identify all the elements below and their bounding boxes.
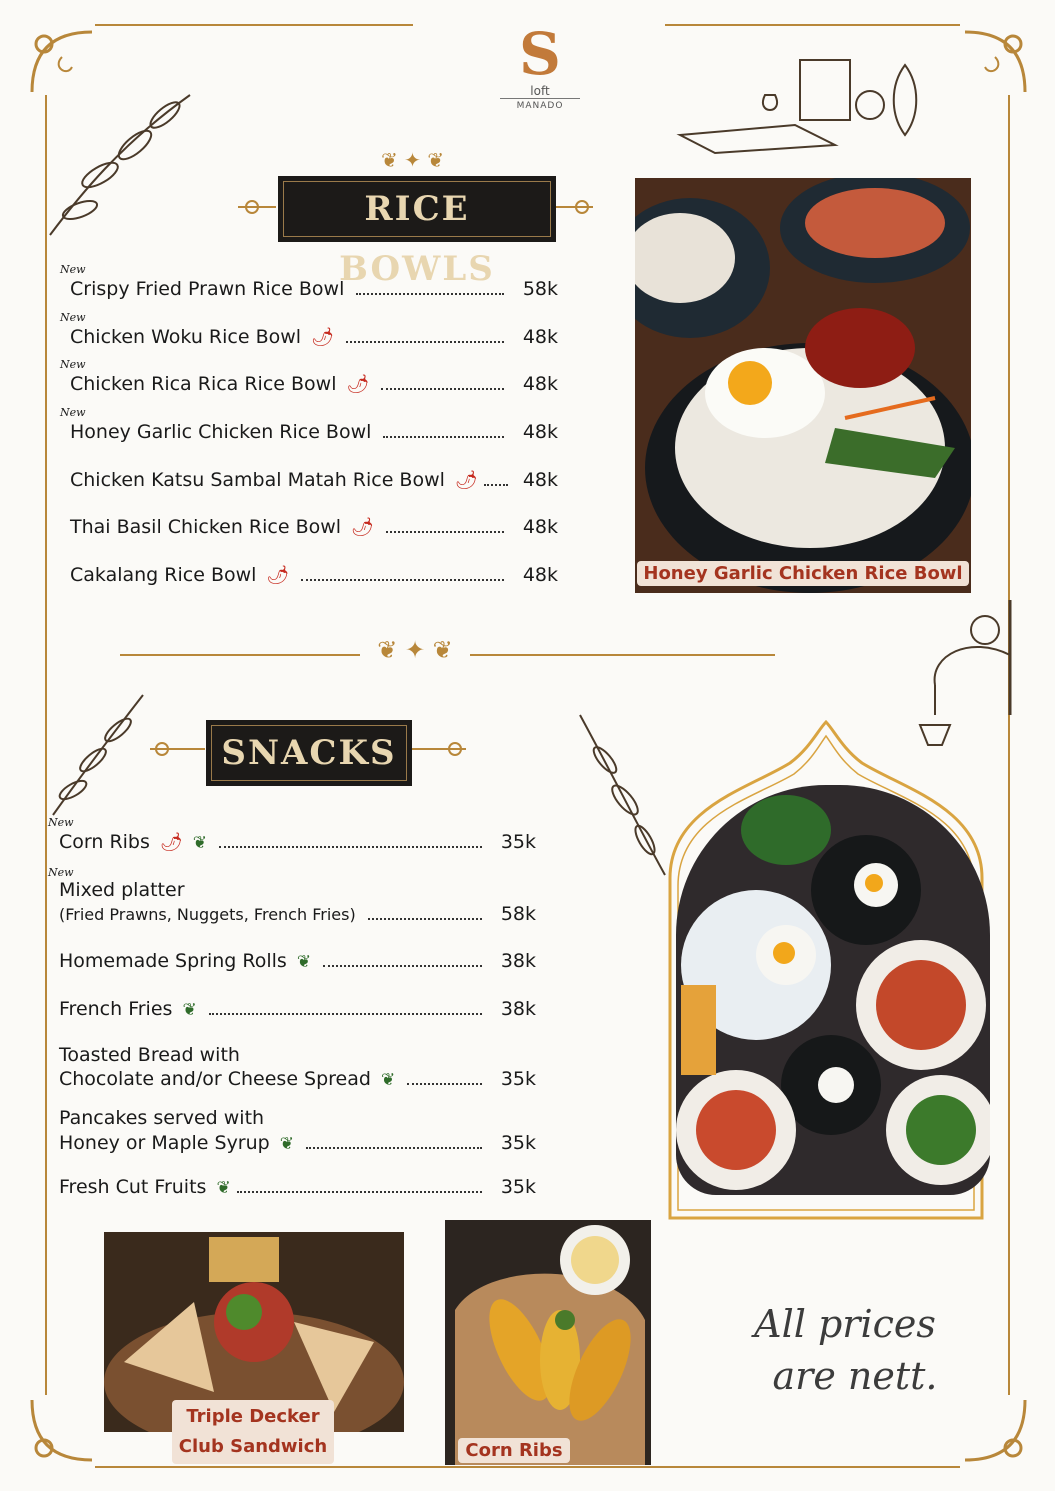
rice-bowl-photo: [635, 178, 971, 593]
leaf-icon: ❦: [380, 1070, 396, 1090]
branch-illustration-snacks: [48, 690, 148, 820]
frame-left-line: [45, 95, 47, 1395]
chili-icon: 🌶: [159, 832, 183, 853]
rice-bowls-flourish-dot-right: [575, 200, 589, 214]
logo-text-loft: loft: [530, 84, 550, 98]
dot-leader: [484, 484, 508, 486]
chili-icon: 🌶: [454, 470, 478, 491]
dot-leader: [323, 965, 482, 967]
menu-item-name: Thai Basil Chicken Rice Bowl: [70, 516, 342, 538]
menu-item-price: 48k: [522, 373, 558, 395]
chili-icon: 🌶: [266, 565, 290, 586]
leaf-icon: ❦: [216, 1178, 231, 1198]
menu-item-name: Chicken Woku Rice Bowl: [70, 326, 302, 348]
frame-top-right-line: [665, 24, 960, 26]
menu-item-price: 38k: [500, 950, 536, 972]
chili-icon: 🌶: [311, 327, 334, 348]
club-sandwich-caption: [172, 1400, 334, 1464]
corner-ornament-bottom-right: [955, 1390, 1035, 1470]
logo-mark: S: [519, 20, 561, 88]
section-divider-ornament: ❦ ✦ ❦: [377, 636, 453, 664]
menu-item-toasted-bread-name: Toasted Bread with: [59, 1044, 240, 1066]
section-divider-right: [470, 654, 775, 656]
menu-item-crispy-fried-prawn-rice-bowl: [70, 278, 558, 300]
rice-bowls-top-flourish: ❦ ✦ ❦: [381, 148, 444, 172]
prices-note-line2: are nett.: [772, 1354, 938, 1398]
dot-leader: [301, 579, 504, 581]
menu-item-price: 48k: [522, 326, 558, 348]
menu-item-description: Chocolate and/or Cheese Spread: [59, 1068, 371, 1090]
corner-ornament-top-right: [955, 22, 1035, 102]
menu-item-price: 48k: [522, 564, 558, 586]
dot-leader: [306, 1147, 482, 1149]
menu-item-chicken-katsu-sambal-matah-rice-bowl: [70, 469, 558, 491]
menu-item-mixed-platter: [59, 903, 536, 925]
club-sandwich-caption-line2: Club Sandwich: [178, 1436, 328, 1457]
dot-leader: [368, 918, 482, 920]
new-tag: New: [60, 358, 86, 371]
menu-item-price: 48k: [522, 421, 558, 443]
menu-item-price: 35k: [500, 831, 536, 853]
menu-item-name: Fresh Cut Fruits: [59, 1176, 207, 1198]
rice-bowls-flourish-dot-left: [245, 200, 259, 214]
snacks-flourish-dot-left: [155, 742, 169, 756]
menu-item-pancakes-name: Pancakes served with: [59, 1107, 265, 1129]
chili-icon: 🌶: [351, 517, 374, 538]
menu-item-name: Honey Garlic Chicken Rice Bowl: [70, 421, 372, 443]
menu-item-price: 35k: [500, 1068, 536, 1090]
dot-leader: [356, 293, 504, 295]
menu-item-name: Crispy Fried Prawn Rice Bowl: [70, 278, 345, 300]
dot-leader: [219, 846, 482, 848]
corn-ribs-photo: [445, 1220, 651, 1465]
new-tag: New: [60, 311, 86, 324]
menu-item-price: 48k: [522, 516, 558, 538]
dot-leader: [383, 436, 504, 438]
menu-item-toasted-bread: [59, 1068, 536, 1090]
corner-ornament-bottom-left: [22, 1390, 102, 1470]
menu-item-description: Honey or Maple Syrup: [59, 1132, 270, 1154]
chili-icon: 🌶: [346, 374, 370, 395]
menu-item-fresh-cut-fruits: [59, 1176, 536, 1198]
snacks-title-text: SNACKS: [221, 733, 397, 773]
new-tag: New: [60, 406, 86, 419]
frame-bottom-line: [95, 1466, 960, 1468]
menu-item-name: Chicken Rica Rica Rice Bowl: [70, 373, 337, 395]
menu-item-name: Cakalang Rice Bowl: [70, 564, 257, 586]
prices-note-line1: All prices: [754, 1302, 936, 1346]
frame-top-left-line: [95, 24, 413, 26]
menu-item-honey-garlic-chicken-rice-bowl: [70, 421, 558, 443]
menu-item-price: 38k: [500, 998, 536, 1020]
rice-bowls-title-text: RICE BOWLS: [339, 189, 495, 289]
menu-item-price: 35k: [500, 1176, 536, 1198]
menu-item-chicken-rica-rica-rice-bowl: [70, 373, 558, 395]
menu-item-price: 35k: [500, 1132, 536, 1154]
snacks-flourish-dot-right: [448, 742, 462, 756]
dot-leader: [407, 1083, 482, 1085]
menu-item-corn-ribs: [59, 831, 536, 853]
dot-leader: [381, 388, 504, 390]
menu-item-name: Chicken Katsu Sambal Matah Rice Bowl: [70, 469, 445, 491]
leaf-icon: ❦: [279, 1134, 294, 1154]
platter-photo-art: [676, 785, 990, 1195]
menu-item-name: Homemade Spring Rolls: [59, 950, 287, 972]
menu-item-price: 48k: [522, 469, 558, 491]
menu-item-price: 58k: [500, 903, 536, 925]
menu-item-cakalang-rice-bowl: [70, 564, 558, 586]
antiques-sketch-illustration: [675, 55, 950, 155]
new-tag: New: [60, 263, 86, 276]
new-tag: New: [48, 866, 74, 879]
branch-illustration-top: [40, 85, 200, 245]
new-tag: New: [48, 816, 74, 829]
dot-leader: [237, 1191, 482, 1193]
leaf-icon: ❦: [182, 1000, 197, 1020]
dot-leader: [346, 341, 504, 343]
menu-item-name: Corn Ribs: [59, 831, 150, 853]
logo: [500, 20, 580, 111]
menu-item-thai-basil-chicken-rice-bowl: [70, 516, 558, 538]
corn-ribs-photo-art: [445, 1220, 651, 1465]
prices-nett-note: [700, 1298, 990, 1402]
menu-item-french-fries: [59, 998, 536, 1020]
section-divider-left: [120, 654, 360, 656]
menu-item-name: French Fries: [59, 998, 173, 1020]
menu-item-mixed-platter-name: Mixed platter: [59, 879, 185, 901]
platter-photo: [676, 785, 990, 1195]
rice-bowls-title: [278, 176, 556, 289]
menu-item-chicken-woku-rice-bowl: [70, 326, 558, 348]
corn-ribs-caption: Corn Ribs: [458, 1438, 570, 1463]
club-sandwich-caption-line1: Triple Decker: [186, 1406, 320, 1427]
leaf-icon: ❦: [296, 952, 312, 972]
snacks-title: [206, 720, 412, 786]
logo-text-manado: MANADO: [500, 98, 580, 111]
dot-leader: [386, 531, 504, 533]
menu-item-price: 58k: [522, 278, 558, 300]
menu-item-description: (Fried Prawns, Nuggets, French Fries): [59, 905, 356, 924]
menu-item-homemade-spring-rolls: [59, 950, 536, 972]
leaf-icon: ❦: [192, 833, 207, 853]
rice-bowl-photo-art: [635, 178, 971, 593]
dot-leader: [209, 1013, 482, 1015]
menu-item-pancakes: [59, 1132, 536, 1154]
rice-bowl-photo-caption: Honey Garlic Chicken Rice Bowl: [637, 561, 969, 586]
